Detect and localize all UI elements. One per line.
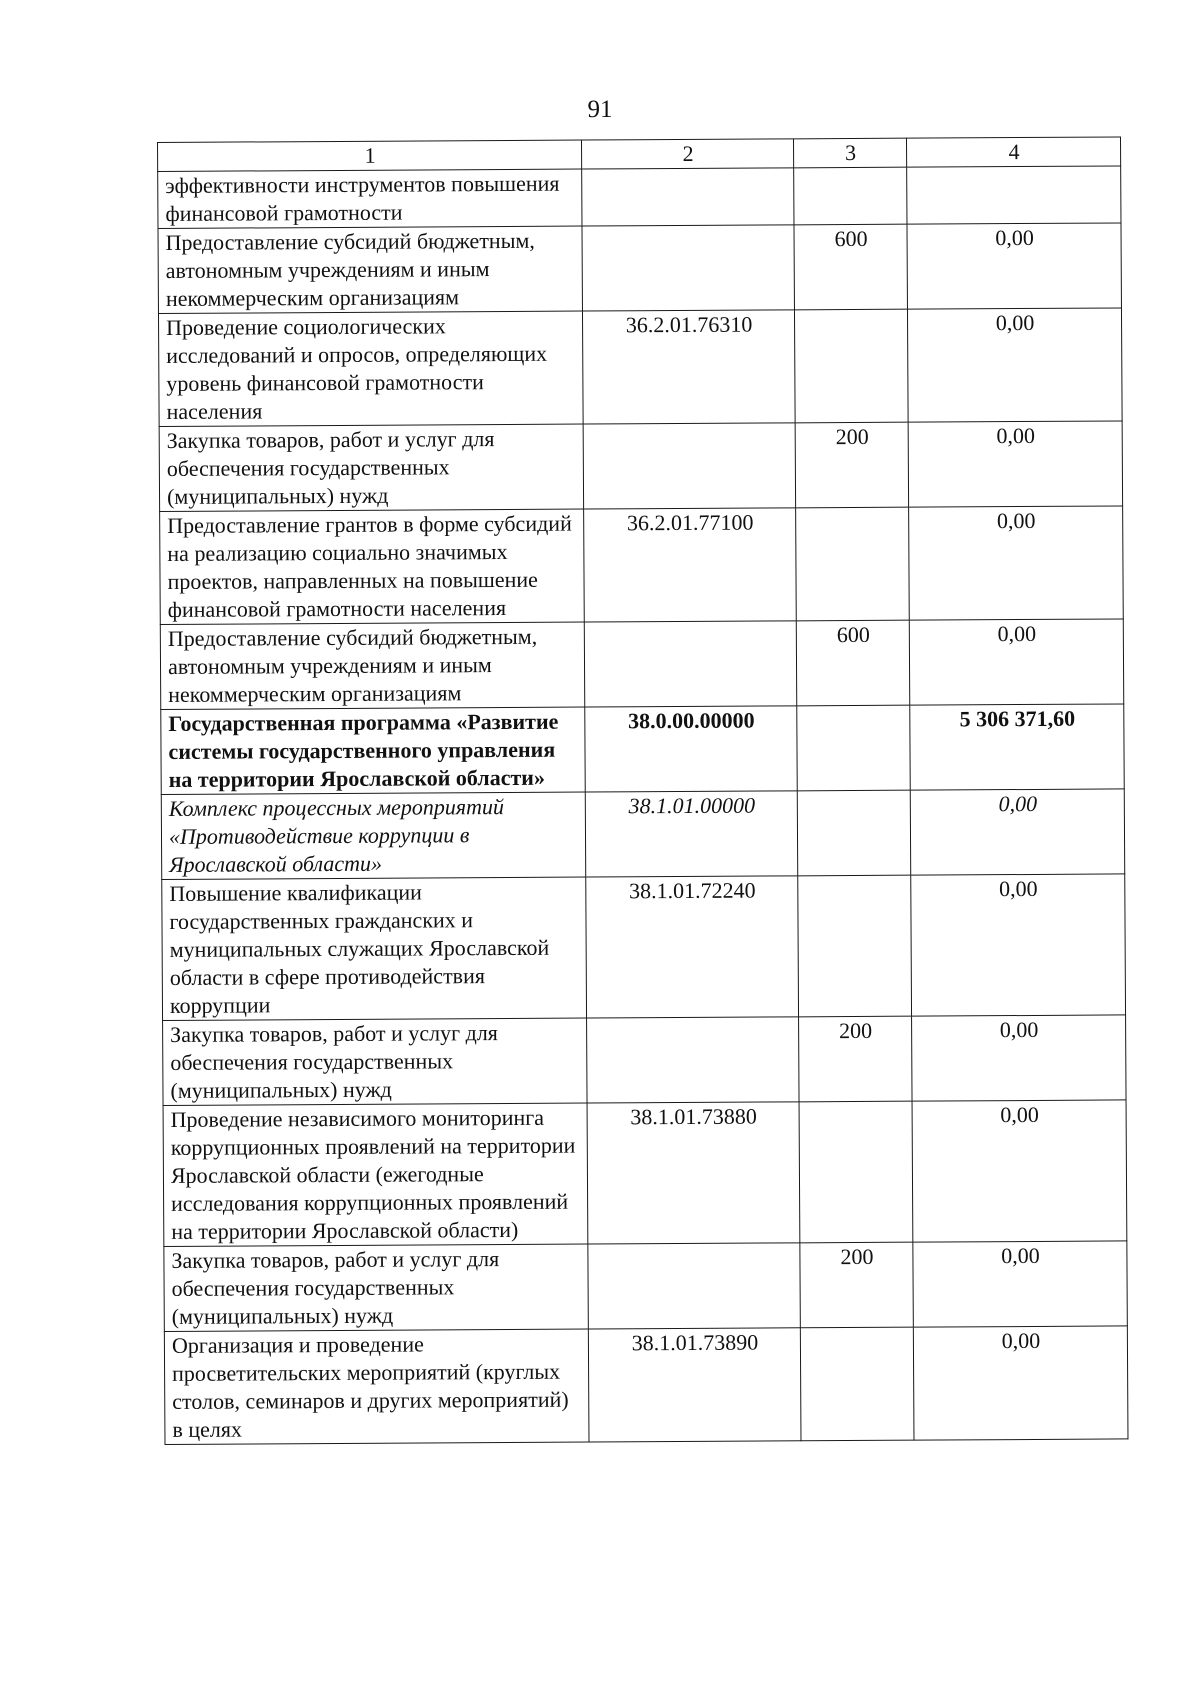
table-row — [163, 1015, 1126, 1106]
row-code: 36.2.01.77100 — [584, 508, 797, 622]
row-code — [583, 423, 795, 509]
column-header-1: 1 — [158, 140, 582, 171]
row-amount — [907, 166, 1121, 224]
row-name: Предоставление субсидий бюджетным, автономным учреждениям и иным некоммерческим организациям — [160, 622, 584, 709]
row-expense-type: 200 — [799, 1016, 912, 1102]
row-name: Закупка товаров, работ и услуг для обеспечения государственных (муниципальных) нужд — [164, 1244, 588, 1331]
table-row — [164, 1326, 1128, 1445]
row-name: эффективности инструментов повышения финансовой грамотности — [158, 169, 582, 228]
row-expense-type — [794, 167, 907, 225]
row-expense-type: 200 — [795, 422, 908, 508]
row-name: Проведение независимого мониторинга коррупционных проявлений на территории Ярославской области (ежегодные исследования коррупционных проявлений на территории Ярославской области) — [163, 1103, 588, 1246]
row-expense-type — [799, 1101, 913, 1243]
row-amount: 0,00 — [913, 1241, 1127, 1327]
row-amount: 0,00 — [908, 421, 1122, 507]
row-code — [582, 225, 794, 311]
row-name: Организация и проведение просветительских мероприятий (круглых столов, семинаров и других мероприятий) в целях — [164, 1329, 589, 1444]
column-header-3: 3 — [793, 138, 906, 168]
row-name: Комплекс процессных мероприятий «Противодействие коррупции в Ярославской области» — [161, 792, 585, 879]
row-amount: 5 306 371,60 — [910, 704, 1124, 790]
row-code: 38.1.01.73890 — [588, 1328, 801, 1442]
row-expense-type: 600 — [794, 224, 907, 310]
table-row — [158, 308, 1122, 427]
row-amount: 0,00 — [912, 1100, 1127, 1242]
table-row — [164, 1241, 1127, 1332]
row-code — [582, 168, 794, 226]
row-amount: 0,00 — [909, 619, 1123, 705]
row-amount: 0,00 — [912, 1015, 1126, 1101]
table-row — [160, 506, 1124, 625]
table-row — [163, 1100, 1127, 1247]
row-name: Закупка товаров, работ и услуг для обеспечения государственных (муниципальных) нужд — [163, 1018, 587, 1105]
row-expense-type — [794, 309, 908, 423]
row-amount: 0,00 — [910, 789, 1124, 875]
row-name: Закупка товаров, работ и услуг для обеспечения государственных (муниципальных) нужд — [159, 424, 583, 511]
table-row — [158, 166, 1121, 229]
row-name: Повышение квалификации государственных гражданских и муниципальных служащих Ярославской области в сфере противодействия коррупции — [162, 877, 587, 1020]
row-expense-type — [797, 790, 910, 876]
row-amount: 0,00 — [909, 506, 1124, 620]
row-name: Проведение социологических исследований и опросов, определяющих уровень финансовой грамотности населения — [158, 311, 583, 426]
row-name: Государственная программа «Развитие системы государственного управления на территории Ярославской области» — [161, 707, 585, 794]
row-expense-type — [796, 507, 910, 621]
row-code: 38.0.00.00000 — [585, 706, 797, 792]
row-amount: 0,00 — [907, 223, 1121, 309]
row-amount: 0,00 — [911, 874, 1126, 1016]
column-header-4: 4 — [906, 137, 1120, 167]
row-name: Предоставление грантов в форме субсидий на реализацию социально значимых проектов, направленных на повышение финансовой грамотности населения — [160, 509, 585, 624]
complex-row — [161, 789, 1124, 880]
row-amount: 0,00 — [913, 1326, 1128, 1440]
table-row — [162, 874, 1126, 1021]
row-code: 38.1.01.00000 — [585, 791, 797, 877]
row-code — [584, 621, 796, 707]
program-row — [161, 704, 1124, 795]
row-code — [588, 1243, 800, 1329]
row-name: Предоставление субсидий бюджетным, автономным учреждениям и иным некоммерческим организациям — [158, 226, 582, 313]
table-row — [159, 421, 1122, 512]
column-header-2: 2 — [581, 139, 793, 169]
row-expense-type — [800, 1327, 914, 1441]
row-expense-type: 200 — [800, 1242, 913, 1328]
budget-table — [157, 136, 1128, 1445]
table-row — [160, 619, 1123, 710]
row-code — [587, 1017, 799, 1103]
table-row — [158, 223, 1121, 314]
row-expense-type: 600 — [796, 620, 909, 706]
row-expense-type — [797, 705, 910, 791]
page-number: 91 — [587, 96, 613, 123]
row-amount: 0,00 — [907, 308, 1122, 422]
row-code: 36.2.01.76310 — [582, 310, 795, 424]
row-expense-type — [798, 875, 912, 1017]
row-code: 38.1.01.73880 — [587, 1102, 800, 1244]
row-code: 38.1.01.72240 — [586, 876, 799, 1018]
